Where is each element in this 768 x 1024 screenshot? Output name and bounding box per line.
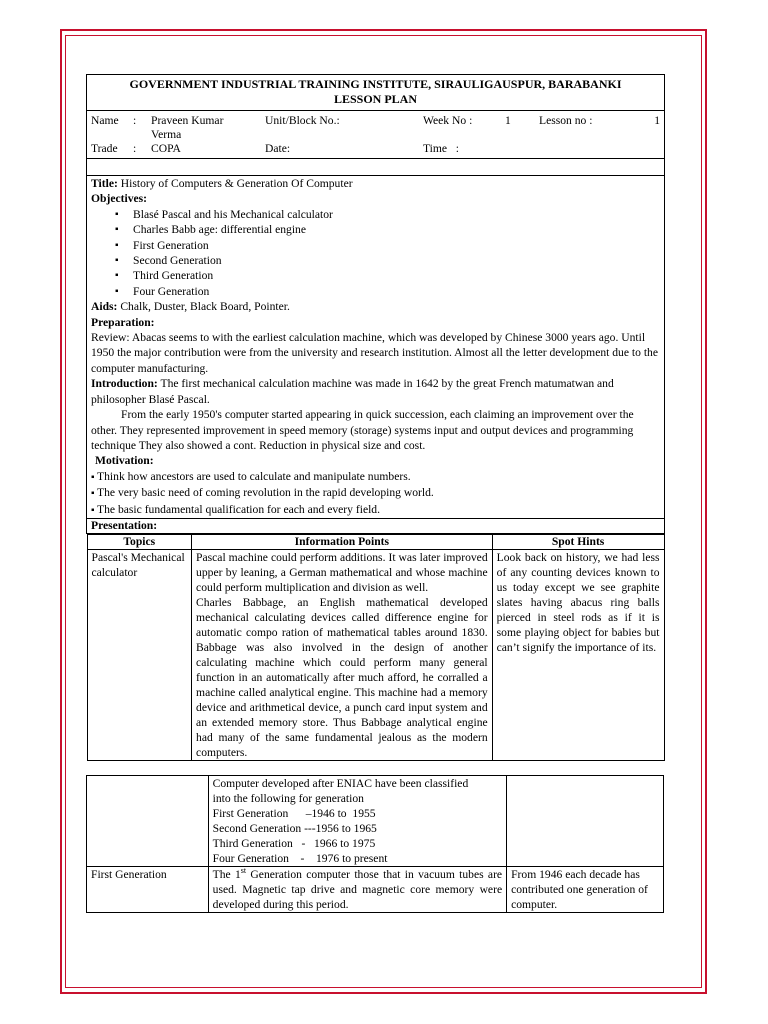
- aids-value: Chalk, Duster, Black Board, Pointer.: [120, 300, 290, 314]
- spacer-row: [87, 159, 665, 176]
- motivation-item: ▪ The very basic need of coming revolution in the rapid developing world.: [91, 485, 660, 501]
- objective-item: ▪ Four Generation: [133, 284, 660, 299]
- objective-item: ▪ Charles Babb age: differential engine: [133, 222, 660, 237]
- gen-hint-empty: [507, 775, 664, 866]
- row1-topic: Pascal's Mechanical calculator: [87, 549, 192, 760]
- gen-intro-1: Computer developed after ENIAC have been classified: [212, 776, 469, 790]
- row1-info-a: Pascal machine could perform additions. It was later improved upper by leaning, a German mathematical and whose machine could perform multiplication and division as well.: [196, 550, 488, 594]
- col-hints: Spot Hints: [492, 534, 664, 549]
- row2-info-sup: st: [240, 866, 247, 876]
- presentation-label: Presentation:: [91, 518, 158, 532]
- objective-item: ▪ Third Generation: [133, 268, 660, 283]
- row2-info-post: Generation computer those that in vacuum tubes are used. Magnetic tap drive and magnetic core memory were developed during this period.: [212, 867, 503, 911]
- lesson-value: 1: [654, 114, 660, 127]
- lesson-body: [87, 176, 665, 519]
- trade-label: Trade: [91, 142, 118, 155]
- meta-table: [87, 114, 664, 156]
- name-label: Name: [91, 114, 119, 127]
- trade-value: COPA: [151, 142, 181, 155]
- objective-item: ▪ Blasé Pascal and his Mechanical calculator: [133, 207, 660, 222]
- week-label: Week No :: [423, 114, 473, 127]
- generation-table: [86, 775, 664, 913]
- col-info: Information Points: [192, 534, 493, 549]
- time-sep: :: [455, 142, 459, 155]
- introduction-label: Introduction:: [91, 377, 158, 391]
- unit-label: Unit/Block No.:: [265, 114, 340, 127]
- header-cell: [87, 75, 665, 111]
- name-sep: :: [133, 114, 137, 127]
- lesson-label: Lesson no :: [539, 114, 593, 127]
- gen-2: Second Generation ---1956 to 1965: [212, 821, 377, 835]
- time-field: [419, 142, 664, 156]
- motivation-label: Motivation:: [95, 454, 154, 468]
- objectives-label: Objectives:: [91, 192, 148, 206]
- objective-item: ▪ Second Generation: [133, 253, 660, 268]
- preparation-label: Preparation:: [91, 315, 155, 329]
- row2-info-pre: The 1: [212, 867, 241, 881]
- gen-intro-cell: [208, 775, 506, 866]
- week-value: 1: [505, 114, 511, 127]
- objective-item: ▪ First Generation: [133, 238, 660, 253]
- introduction-line: [91, 376, 660, 407]
- aids-label: Aids:: [91, 300, 118, 314]
- gen-1: First Generation –1946 to 1955: [212, 806, 376, 820]
- early-1950-text: From the early 1950's computer started appearing in quick succession, each claiming an improvement over the other. They represented improvement in speed memory (storage) systems input and output devices and programming technique They also showed a cont. Reduction in physical size and cost.: [91, 408, 634, 452]
- motivation-item: ▪ The basic fundamental qualification for each and every field.: [91, 502, 660, 518]
- presentation-table: [87, 534, 665, 761]
- title-value: History of Computers & Generation Of Computer: [120, 177, 353, 190]
- name-value: Praveen Kumar Verma: [151, 114, 224, 141]
- row2-hint: From 1946 each decade has contributed one generation of computer.: [507, 866, 664, 912]
- col-topics: Topics: [87, 534, 192, 549]
- row1-info-b: Charles Babbage, an English mathematical developed mechanical calculating devices called difference engine for automatic compo ration of mathematical tables around 1830. Babbage was also involved in the design of another calculating machine which could perform many general function in an automatically after much afford, he corralled a machine called analytical engine. This machine had a memory device and arithmetical device, a punch card input system and an extended memory store. Thus Babbage analytical engine had many of the same fundamental jealous as the modern computers.: [196, 595, 488, 759]
- row1-hint: Look back on history, we had less of any counting devices known to us today except we see graphite slates having abacus ring balls pierced in steel rods as if it is some playing object for babies but can’t signify the importance of its.: [492, 549, 664, 760]
- gen-4: Four Generation - 1976 to present: [212, 851, 388, 865]
- gen-topic-empty: [87, 775, 209, 866]
- date-label: Date:: [265, 142, 291, 155]
- objectives-list: [91, 207, 660, 299]
- review-text: Review: Abacas seems to with the earliest calculation machine, which was developed by Chinese 3000 years ago. Until 1950 the major contribution were from the university and research institution. Almost all the letter development due to the computer manufacturing.: [91, 331, 658, 375]
- meta-cell: [87, 111, 665, 159]
- lesson-plan-table: [86, 74, 665, 761]
- lesson-plan-document: [86, 74, 664, 913]
- row2-info: [208, 866, 506, 912]
- presentation-cell: [87, 533, 665, 761]
- motivation-list: [91, 469, 660, 518]
- gen-intro-2: into the following for generation: [212, 791, 364, 805]
- title-label: Title:: [91, 177, 118, 190]
- row1-info: [192, 549, 493, 760]
- introduction-text: The first mechanical calculation machine was made in 1642 by the great French matumatwan and philosopher Blasé Pascal.: [91, 377, 614, 406]
- row2-topic: First Generation: [87, 866, 209, 912]
- title-line: [91, 176, 660, 191]
- trade-sep: :: [133, 142, 137, 155]
- motivation-item: ▪ Think how ancestors are used to calculate and manipulate numbers.: [91, 469, 660, 485]
- gen-3: Third Generation - 1966 to 1975: [212, 836, 376, 850]
- institute-name: GOVERNMENT INDUSTRIAL TRAINING INSTITUTE, SIRAULIGAUSPUR, BARABANKI: [129, 77, 622, 91]
- doc-title: LESSON PLAN: [333, 92, 418, 106]
- aids-line: [91, 299, 660, 314]
- time-label: Time: [423, 142, 448, 155]
